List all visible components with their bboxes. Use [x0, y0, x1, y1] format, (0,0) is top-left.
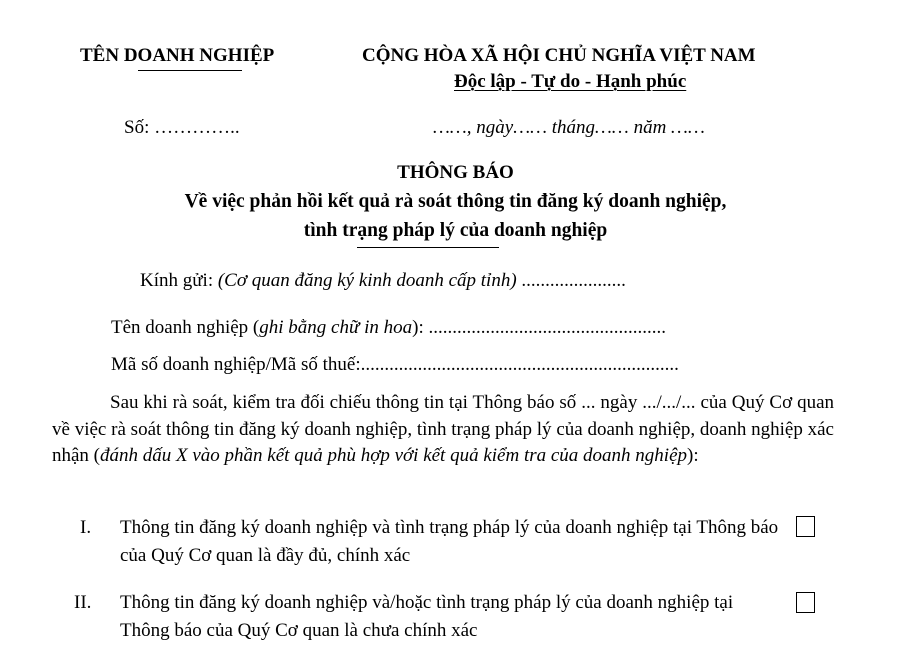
- document-title: THÔNG BÁO: [397, 162, 514, 183]
- tax-code-blank[interactable]: ...................................................................: [360, 354, 679, 375]
- option-1-text: Thông tin đăng ký doanh nghiệp và tình trạng pháp lý của doanh nghiệp tại Thông báo của Quý Cơ quan là đầy đủ, chính xác: [120, 517, 779, 566]
- title-underline: [357, 247, 499, 248]
- document-number-field: Số: …………..: [124, 117, 240, 138]
- addressee-label: Kính gửi:: [140, 270, 218, 291]
- paragraph-close: ):: [687, 445, 699, 466]
- paragraph-text: Sau khi rà soát, kiểm tra đối chiếu thông tin tại Thông báo số ... ngày .../.../... của Quý Cơ quan về việc rà soát thông tin đăng ký doanh nghiệp, tình trạng pháp lý của doanh nghiệp, doanh nghiệp xác nhận (: [52, 392, 834, 466]
- tax-code-label: Mã số doanh nghiệp/Mã số thuế:: [111, 354, 361, 375]
- document-subtitle-line-1: Về việc phản hồi kết quả rà soát thông tin đăng ký doanh nghiệp,: [184, 191, 727, 212]
- company-name-label: Tên doanh nghiệp (: [111, 317, 260, 338]
- option-2-checkbox[interactable]: [796, 592, 815, 613]
- company-name-label-close: ):: [412, 317, 424, 338]
- company-name-underline: [138, 70, 242, 71]
- addressee-blank[interactable]: ......................: [516, 270, 626, 291]
- document-subtitle-line-2: tình trạng pháp lý của doanh nghiệp: [303, 220, 608, 241]
- company-name-hint: ghi bằng chữ in hoa: [259, 317, 413, 338]
- confirmation-paragraph: [52, 390, 834, 470]
- option-2-text: Thông tin đăng ký doanh nghiệp và/hoặc tình trạng pháp lý của doanh nghiệp tại Thông báo của Quý Cơ quan là chưa chính xác: [120, 592, 734, 641]
- company-name-blank[interactable]: ..................................................: [423, 317, 666, 338]
- addressee-hint: (Cơ quan đăng ký kinh doanh cấp tỉnh): [217, 270, 517, 291]
- tax-code-field: [111, 354, 679, 376]
- option-2-number: II.: [74, 592, 92, 613]
- national-motto: Độc lập - Tự do - Hạnh phúc: [454, 71, 687, 92]
- nation-title: CỘNG HÒA XÃ HỘI CHỦ NGHĨA VIỆT NAM: [362, 45, 756, 66]
- company-name-heading: TÊN DOANH NGHIỆP: [80, 45, 275, 66]
- date-field: ……, ngày…… tháng…… năm ……: [433, 117, 705, 138]
- option-1-checkbox[interactable]: [796, 516, 815, 537]
- option-1-number: I.: [80, 517, 92, 538]
- company-name-field: [111, 317, 666, 339]
- addressee-line: [140, 270, 626, 292]
- paragraph-instruction: đánh dấu X vào phần kết quả phù hợp với kết quả kiểm tra của doanh nghiệp: [100, 445, 688, 466]
